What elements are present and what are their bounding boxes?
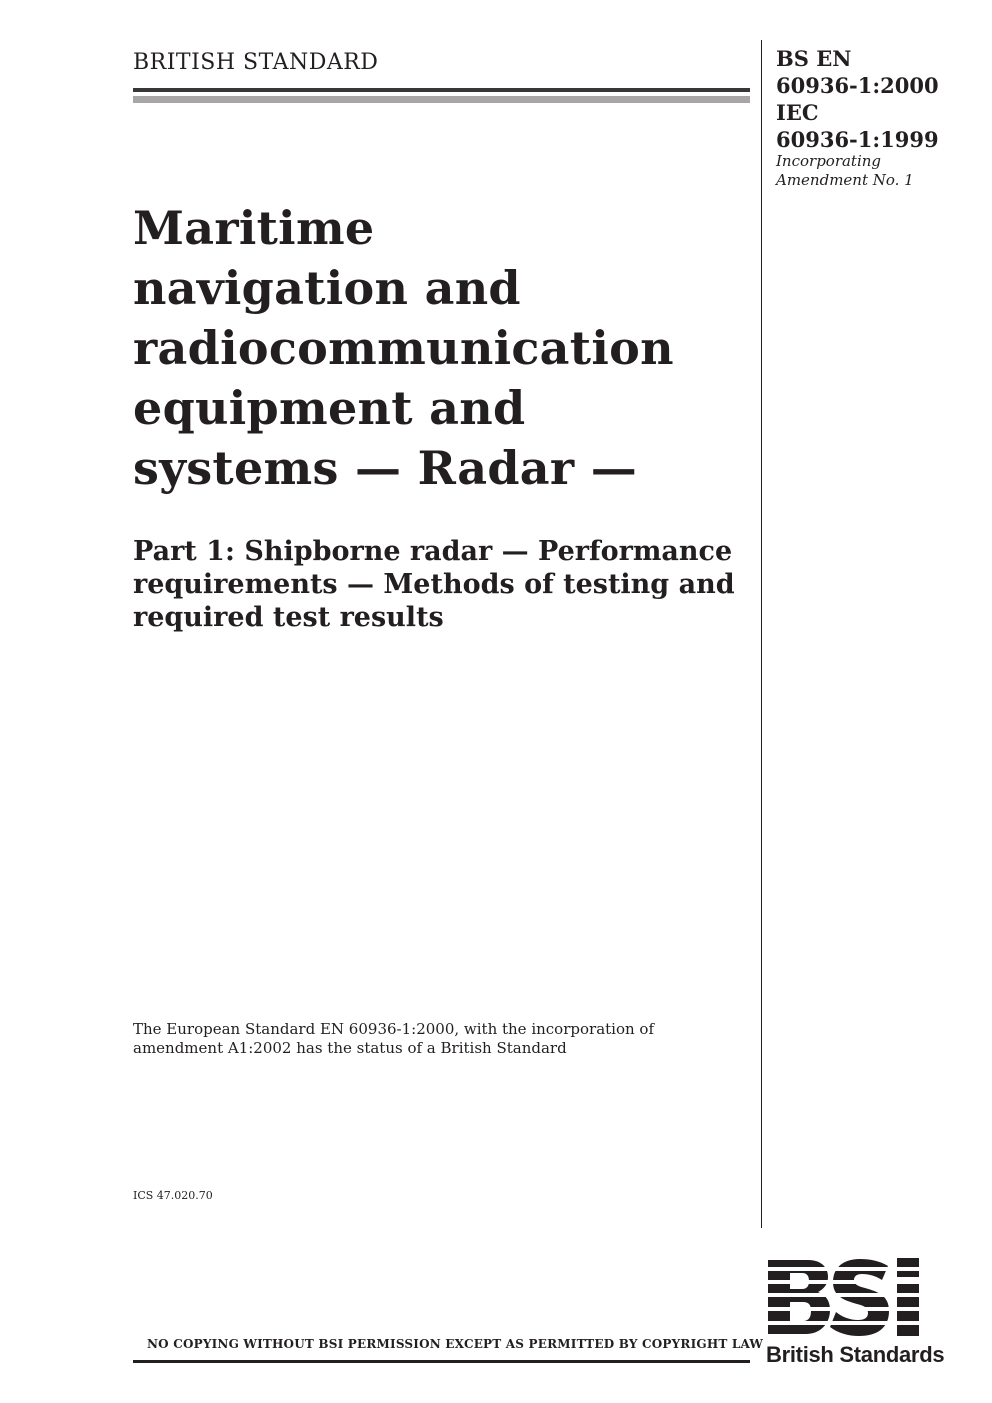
title-line: radiocommunication: [133, 321, 674, 375]
title-line: navigation and: [133, 261, 521, 315]
part-line: Part 1: Shipborne radar — Performance: [133, 536, 733, 567]
title-line: equipment and: [133, 381, 526, 435]
status-line: The European Standard EN 60936-1:2000, with the incorporation of: [133, 1020, 655, 1038]
part-subtitle: [133, 535, 735, 634]
title-line: Maritime: [133, 201, 375, 255]
designation-line: IEC: [776, 100, 819, 125]
standard-designation: [776, 45, 939, 153]
bsi-logo-caption: British Standards: [766, 1342, 945, 1367]
header-rule-grey: [133, 96, 750, 103]
copyright-notice: NO COPYING WITHOUT BSI PERMISSION EXCEPT AS PERMITTED BY COPYRIGHT LAW: [147, 1337, 764, 1351]
status-line: amendment A1:2002 has the status of a British Standard: [133, 1039, 567, 1057]
part-line: requirements — Methods of testing and: [133, 569, 735, 600]
column-divider: [761, 40, 762, 1228]
part-line: required test results: [133, 602, 444, 633]
designation-line: BS EN: [776, 46, 852, 71]
document-title: [133, 198, 674, 498]
title-line: systems — Radar —: [133, 441, 638, 495]
header-rule-dark: [133, 88, 750, 92]
amendment-line: Amendment No. 1: [776, 171, 914, 189]
amendment-note: [776, 152, 914, 190]
footer-rule: [133, 1360, 750, 1363]
amendment-line: Incorporating: [776, 152, 882, 170]
designation-line: 60936-1:2000: [776, 73, 939, 98]
designation-line: 60936-1:1999: [776, 127, 939, 152]
status-statement: [133, 1020, 654, 1058]
ics-code: ICS 47.020.70: [133, 1189, 213, 1202]
bsi-logo-icon: [766, 1258, 948, 1336]
standard-type-label: BRITISH STANDARD: [133, 50, 379, 75]
